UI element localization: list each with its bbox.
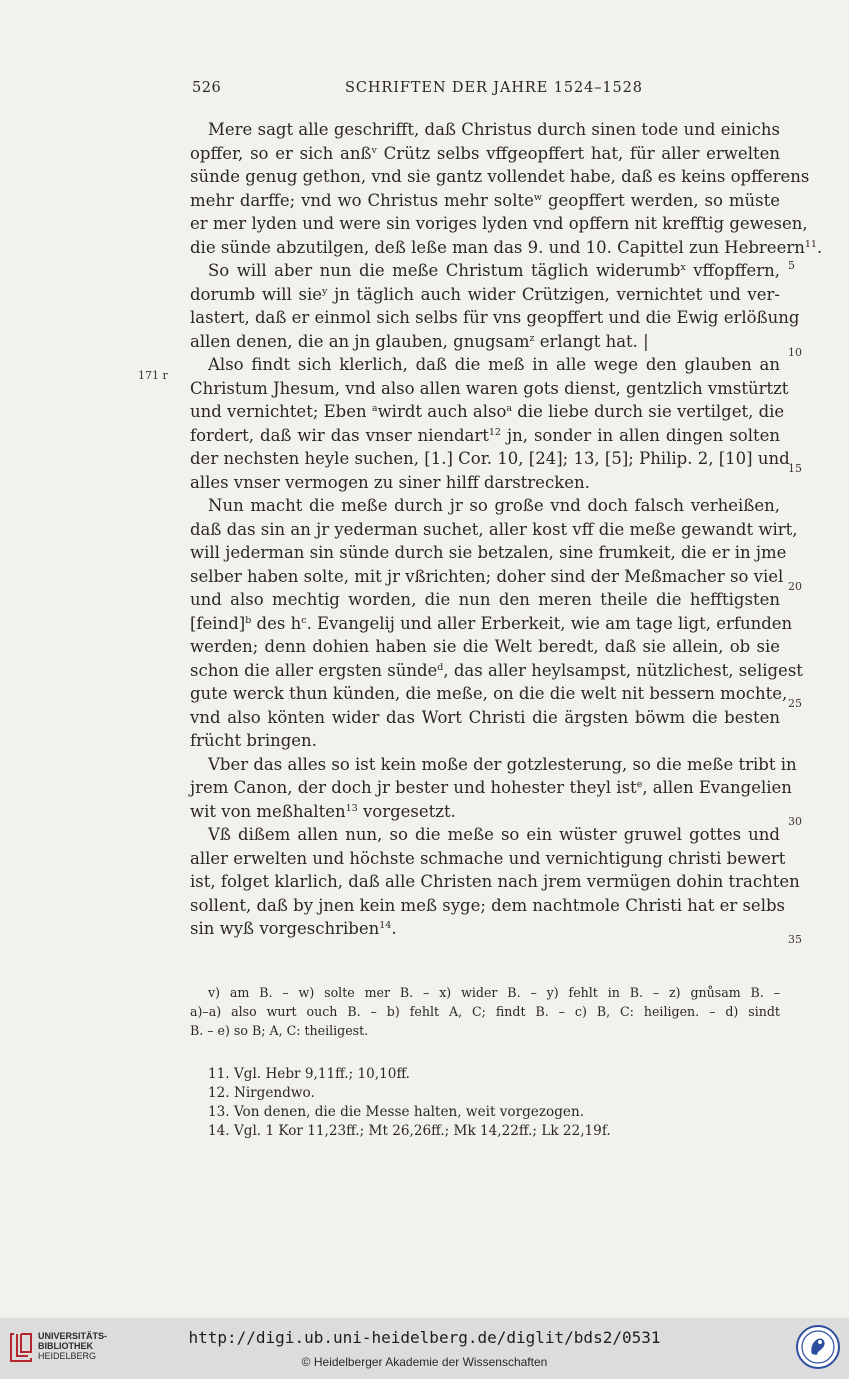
permalink-url[interactable]: http://digi.ub.uni-heidelberg.de/diglit/bds2/0531 [188,1328,661,1347]
note-marker: 14 [379,920,392,931]
library-name: UNIVERSITÄTS- BIBLIOTHEK HEIDELBERG [38,1331,108,1361]
text-line: der nechsten heyle suchen, [1.] Cor. 10, [24]; 13, [5]; Philip. 2, [10] und [190,449,790,468]
line-number: 10 [788,346,802,359]
text-line: opffer, so er sich anß$^v$ Crütz selbs vffgeopffert hat, für aller erwelten [190,143,780,163]
text-line: gute werck thun künden, die meße, on die die welt nit bessern mochte, [190,684,788,703]
critical-apparatus [190,983,780,1040]
apparatus-marker: b [245,614,252,626]
note-marker: 12 [488,426,501,438]
line-number: 35 [788,933,802,946]
apparatus-marker: z [529,332,535,344]
text-line: sin wyß vorgeschriben$^{14}$. [190,919,397,938]
text-line: die sünde abzutilgen, deß leße man das 9. und 10. Capittel zun Hebreern$^{11}$. [190,237,823,257]
line-number: 30 [788,815,802,828]
text-line: schon die aller ergsten sünde$^d$, das aller heylsampst, nützlichest, seligest [190,660,803,680]
footnotes [190,1065,780,1141]
footnote: 13. Von denen, die die Messe halten, weit vorgezogen. [208,1104,585,1120]
text-line: will jederman sin sünde durch sie betzalen, sine frumkeit, die er in jme [190,543,787,562]
text-line: selber haben solte, mit jr vßrichten; doher sind der Meßmacher so viel [190,566,784,586]
note-marker: 13 [345,802,358,814]
line-number: 15 [788,462,802,475]
apparatus-marker: a [371,403,378,414]
apparatus-marker: a [506,403,513,414]
text-line: dorumb will sie$^y$ jn täglich auch wider Crützigen, vernichtet und ver- [190,284,780,304]
text-line: Also findt sich klerlich, daß die meß in alle wege den glauben an [208,355,780,374]
text-line: Vß dißem allen nun, so die meße so ein wüster gruwel gottes und [208,825,780,844]
apparatus-marker: x [680,262,686,273]
copyright-notice: © Heidelberger Akademie der Wissenschaften [301,1355,548,1369]
text-line: und also mechtig worden, die nun den meren theile die hefftigsten [190,590,780,609]
footnote: 11. Vgl. Hebr 9,11ff.; 10,10ff. [208,1066,410,1082]
folio-marker: 171 r [138,369,168,382]
text-line: wit von meßhalten$^{13}$ vorgesetzt. [190,801,456,821]
text-line: vnd also könten wider das Wort Christi die ärgsten böwm die besten [190,707,780,727]
viewer-footer [0,1318,849,1379]
page-header [190,80,780,104]
footnote: 14. Vgl. 1 Kor 11,23ff.; Mt 26,26ff.; Mk 14,22ff.; Lk 22,19f. [208,1123,611,1139]
apparatus-line: B. – e) so B; A, C: theiligest. [190,1023,369,1038]
text-line: frücht bringen. [190,731,317,750]
note-marker: 11 [804,238,817,250]
text-line: mehr darffe; vnd wo Christus mehr solte$^w$ geopffert werden, so müste [190,190,780,210]
apparatus-marker: y [322,285,328,297]
text-line: lastert, daß er einmol sich selbs für vns geopffert und die Ewig erlößung [190,308,800,327]
apparatus-line: a)–a) also wurt ouch B. – b) fehlt A, C; findt B. – c) B, C: heiligen. – d) sindt [190,1004,780,1019]
text-line: allen denen, die an jn glauben, gnugsam$^z$ erlangt hat. | [190,331,649,351]
apparatus-marker: d [437,661,444,673]
text-line: Vber das alles so ist kein moße der gotzlesterung, so die meße tribt in [208,754,797,774]
text-line: alles vnser vermogen zu siner hilff darstrecken. [190,472,590,492]
text-line: daß das sin an jr yederman suchet, aller kost vff die meße gewandt wirt, [190,519,798,539]
academy-seal-icon [795,1324,841,1370]
text-line: So will aber nun die meße Christum täglich widerumb$^x$ vffopffern, [208,261,781,280]
text-line: sollent, daß by jnen kein meß syge; dem nachtmole Christi hat er selbs [190,895,786,915]
text-line: werden; denn dohien haben sie die Welt beredt, daß sie allein, ob sie [190,637,780,656]
apparatus-line: v) am B. – w) solte mer B. – x) wider B. – y) fehlt in B. – z) gnůsam B. – [208,985,780,1000]
footnote: 12. Nirgendwo. [208,1085,315,1101]
running-title: SCHRIFTEN DER JAHRE 1524–1528 [345,80,643,96]
text-line: Nun macht die meße durch jr so große vnd doch falsch verheißen, [208,496,780,515]
text-line: Christum Jhesum, vnd also allen waren gots dienst, gentzlich vmstürtzt [190,378,789,398]
apparatus-marker: w [533,191,543,203]
line-number: 5 [788,259,795,272]
apparatus-marker: c [301,614,307,626]
apparatus-marker: e [636,779,643,790]
text-line: ist, folget klarlich, daß alle Christen nach jrem vermügen dohin trachten [190,872,800,891]
text-line: fordert, daß wir das vnser niendart$^{12}$ jn, sonder in allen dingen solten [190,425,780,445]
text-line: und vernichtet; Eben $^a$wirdt auch also$^a$ die liebe durch sie vertilget, die [190,402,785,421]
text-line: [feind]$^b$ des $h^c$. Evangelij und aller Erberkeit, wie am tage ligt, erfunden [190,613,793,633]
text-line: sünde genug gethon, vnd sie gantz vollendet habe, daß es keins opfferens [190,167,810,186]
apparatus-marker: v [371,144,377,156]
text-line: aller erwelten und höchste schmache und vernichtigung christi bewert [190,848,786,868]
line-number: 25 [788,697,802,710]
text-line: er mer lyden und were sin voriges lyden vnd opffern nit krefftig gewesen, [190,214,808,233]
text-line: Mere sagt alle geschrifft, daß Christus durch sinen tode und einichs [208,120,780,139]
page-number: 526 [192,80,222,96]
line-number: 20 [788,580,802,593]
text-line: jrem Canon, der doch jr bester und hohester theyl ist$^e$, allen Evangelien [190,778,792,797]
